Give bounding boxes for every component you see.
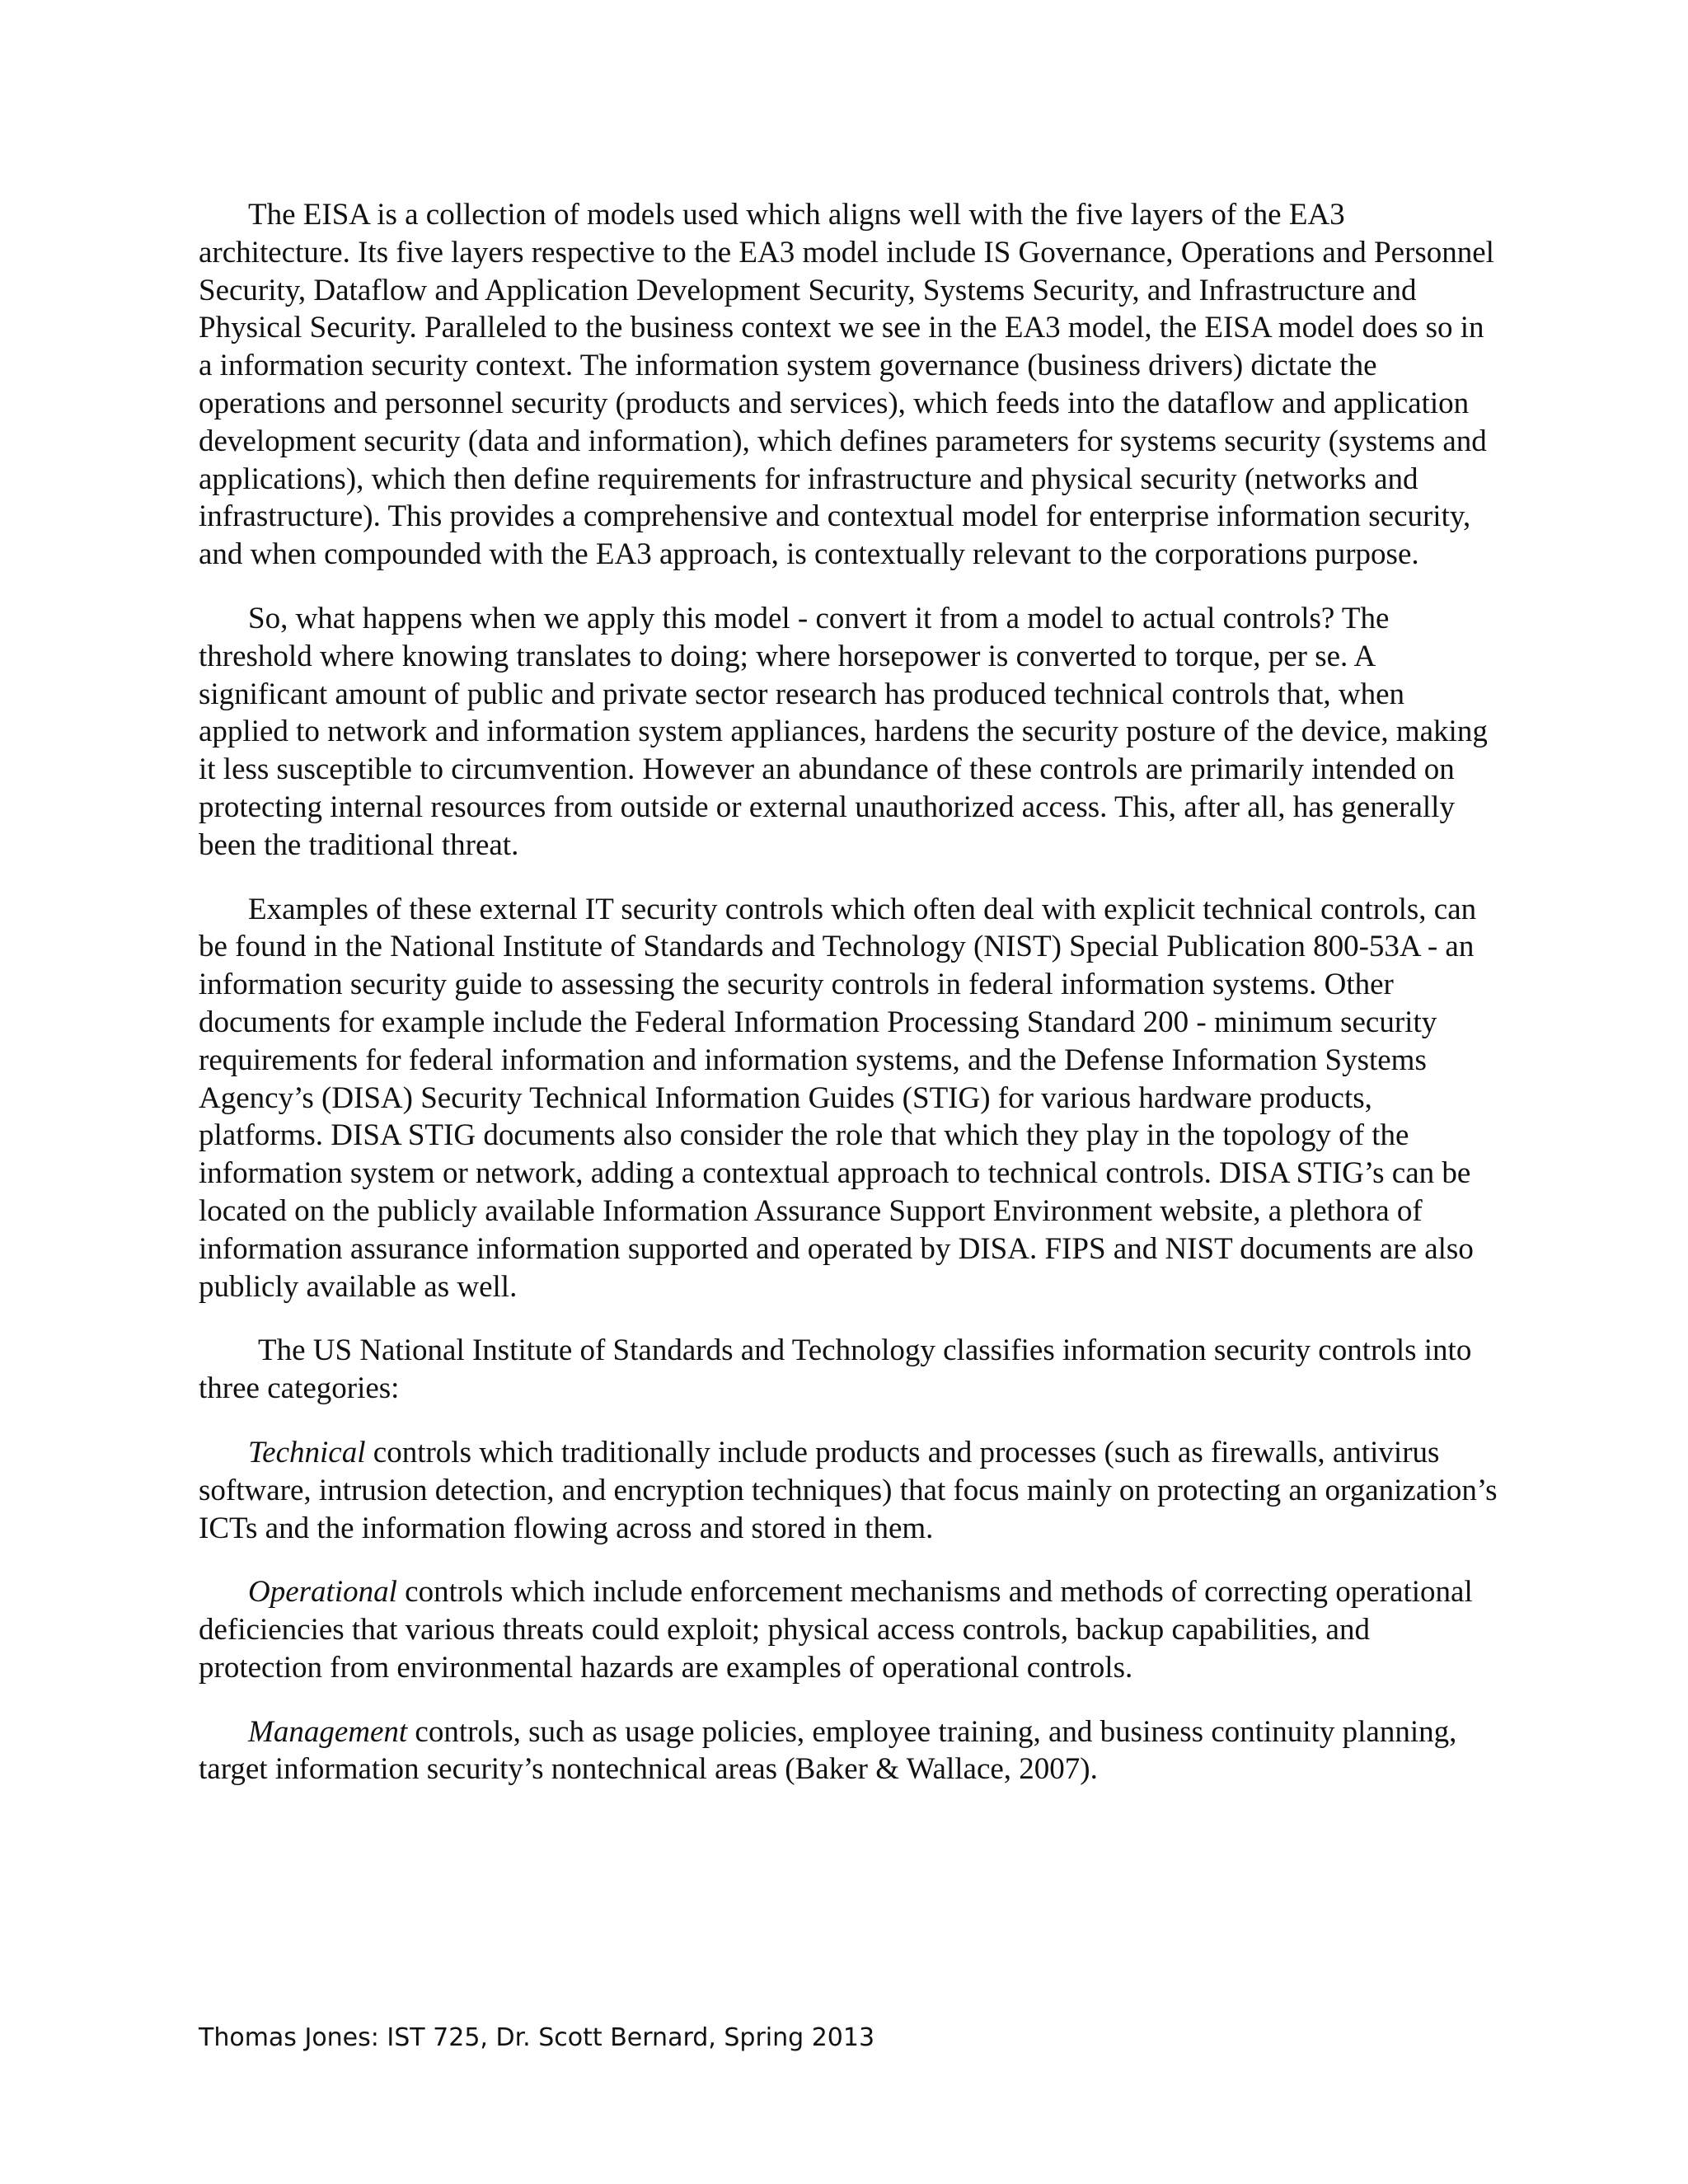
category-management	[199, 1713, 1501, 1789]
category-technical	[199, 1434, 1501, 1547]
category-text-management: controls, such as usage policies, employee training, and business continuity planning, target information security’s nontechnical areas (Baker & Wallace, 2007).	[199, 1714, 1457, 1787]
paragraph-applying-model: So, what happens when we apply this model - convert it from a model to actual controls? The threshold where knowing translates to doing; where horsepower is converted to torque, per se. A significant amount of public and private sector research has produced technical controls that, when applied to network and information system appliances, hardens the security posture of the device, making it less susceptible to circumvention. However an abundance of these controls are primarily intended on protecting internal resources from outside or external unauthorized access. This, after all, has generally been the traditional threat.	[199, 601, 1488, 862]
paragraph-nist-categories: The US National Institute of Standards and Technology classifies information security controls into three categories:	[199, 1333, 1472, 1406]
paragraph-eisa-overview: The EISA is a collection of models used which aligns well with the five layers of the EA3 architecture. Its five layers respective to the EA3 model include IS Governance, Operations and Personnel Security, Dataflow and Application Development Security, Systems Security, and Infrastructure and Physical Security. Paralleled to the business context we see in the EA3 model, the EISA model does so in a information security context. The information system governance (business drivers) dictate the operations and personnel security (products and services), which feeds into the dataflow and application development security (data and information), which defines parameters for systems security (systems and applications), which then define requirements for infrastructure and physical security (networks and infrastructure). This provides a comprehensive and contextual model for enterprise information security, and when compounded with the EA3 approach, is contextually relevant to the corporations purpose.	[199, 198, 1494, 572]
category-term-management: Management	[248, 1714, 408, 1749]
category-term-operational: Operational	[248, 1575, 397, 1610]
category-text-operational: controls which include enforcement mechanisms and methods of correcting operational deficiencies that various threats could exploit; physical access controls, backup capabilities, and protection from environmental hazards are examples of operational controls.	[199, 1575, 1473, 1685]
category-operational	[199, 1573, 1501, 1686]
paragraph-external-controls: Examples of these external IT security controls which often deal with explicit technical controls, can be found in the National Institute of Standards and Technology (NIST) Special Publication 800-53A - an information security guide to assessing the security controls in federal information systems. Other documents for example include the Federal Information Processing Standard 200 - minimum security requirements for federal information and information systems, and the Defense Information Systems Agency’s (DISA) Security Technical Information Guides (STIG) for various hardware products, platforms. DISA STIG documents also consider the role that which they play in the topology of the information system or network, adding a contextual approach to technical controls. DISA STIG’s can be located on the publicly available Information Assurance Support Environment website, a plethora of information assurance information supported and operated by DISA. FIPS and NIST documents are also publicly available as well.	[199, 892, 1477, 1304]
document-body	[199, 196, 1501, 1815]
page-footer: Thomas Jones: IST 725, Dr. Scott Bernard, Spring 2013	[199, 2023, 875, 2052]
category-term-technical: Technical	[248, 1435, 366, 1469]
category-text-technical: controls which traditionally include products and processes (such as firewalls, antivirus software, intrusion detection, and encryption techniques) that focus mainly on protecting an organization’s ICTs and the information flowing across and stored in them.	[199, 1435, 1498, 1545]
